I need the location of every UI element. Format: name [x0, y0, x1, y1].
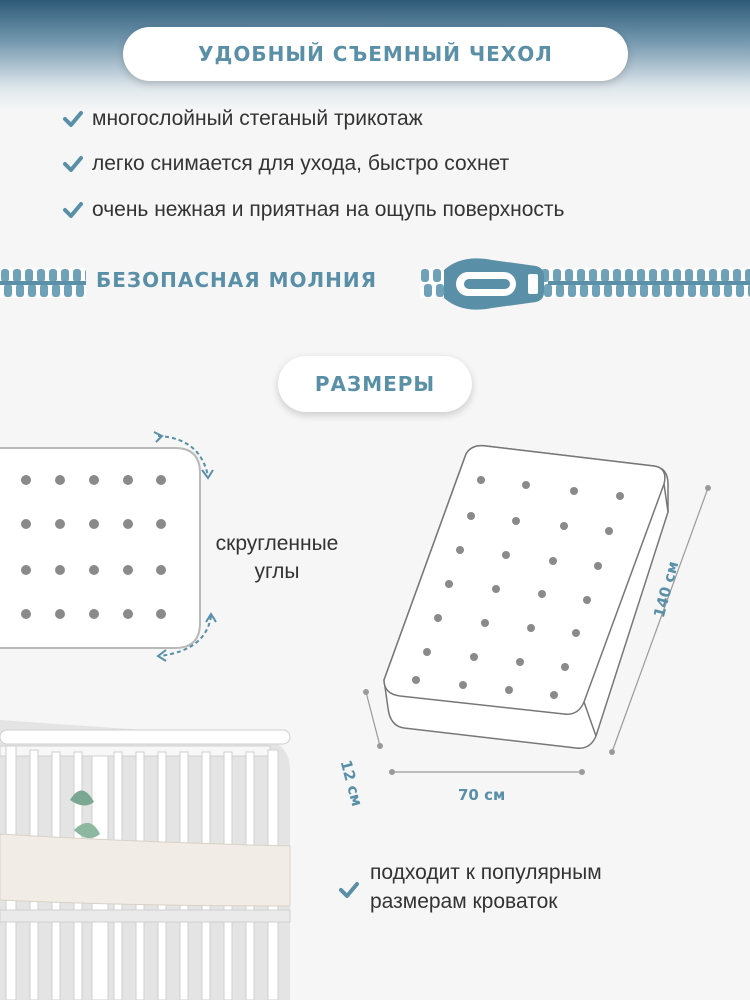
feature-item: [62, 198, 564, 222]
length-label: 140 см: [650, 559, 683, 620]
sizes-title: РАЗМЕРЫ: [278, 356, 472, 412]
feature-text: многослойный стеганый трикотаж: [92, 107, 423, 130]
zipper-label: БЕЗОПАСНАЯ МОЛНИЯ: [96, 268, 377, 292]
header-title: УДОБНЫЙ СЪЕМНЫЙ ЧЕХОЛ: [123, 27, 628, 81]
height-label: 12 см: [336, 758, 367, 809]
feature-item: [62, 152, 509, 176]
feature-item: [62, 107, 423, 131]
width-label: 70 см: [458, 786, 506, 804]
fits-note-line: размерам кроваток: [370, 890, 558, 913]
check-icon: [62, 200, 84, 220]
fits-note-line: подходит к популярным: [370, 861, 602, 884]
check-icon: [62, 154, 84, 174]
zipper-slider-icon: [432, 250, 552, 318]
feature-text: легко снимается для ухода, быстро сохнет: [92, 152, 510, 175]
rounded-corners-diagram: [0, 428, 230, 668]
rounded-corners-label: скругленные углы: [215, 532, 339, 583]
fits-note: [338, 858, 602, 916]
check-icon: [338, 880, 360, 900]
crib-illustration: [0, 710, 300, 1000]
feature-text: очень нежная и приятная на ощупь поверхность: [92, 198, 565, 221]
check-icon: [62, 109, 84, 129]
